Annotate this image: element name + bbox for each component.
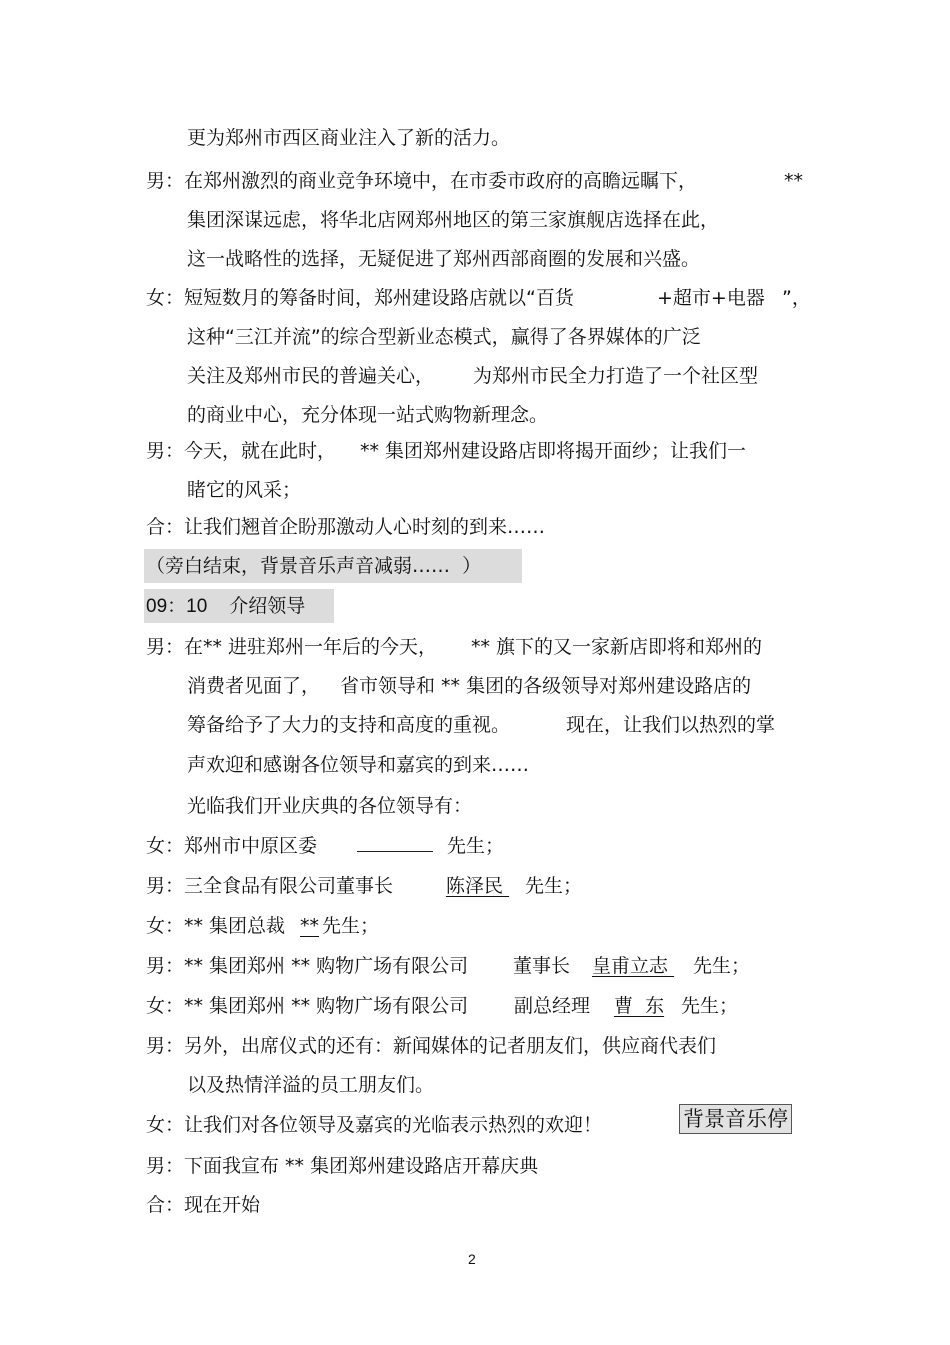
speaker-line-male bbox=[146, 168, 697, 194]
text-line bbox=[187, 793, 472, 819]
line-text: 董事长 bbox=[513, 955, 571, 977]
text-fragment bbox=[471, 634, 762, 660]
speaker-line-together bbox=[146, 1192, 260, 1218]
name-blank bbox=[357, 833, 433, 859]
text-fragment bbox=[782, 285, 811, 311]
text-fragment bbox=[693, 953, 750, 979]
text-line bbox=[187, 673, 320, 699]
guest-line bbox=[146, 873, 393, 899]
line-text: 先生； bbox=[693, 955, 751, 977]
line-text: 筹备给予了大力的支持和高度的重视。 bbox=[187, 714, 511, 736]
guest-title: ** 集团郑州 ** 购物广场有限公司 bbox=[184, 995, 469, 1017]
line-text: ”， bbox=[782, 287, 811, 309]
guest-role bbox=[514, 993, 590, 1019]
guest-line bbox=[146, 833, 317, 859]
speaker-line-male bbox=[146, 1033, 716, 1059]
speaker-label: 合： bbox=[146, 516, 185, 538]
speaker-line-male bbox=[146, 634, 437, 660]
text-line bbox=[187, 712, 510, 738]
line-text: 这种“三江并流”的综合型新业态模式，赢得了各界媒体的广泛 bbox=[187, 326, 701, 348]
line-text: 曹 东 bbox=[614, 995, 665, 1017]
speaker-line-female bbox=[146, 285, 574, 311]
speaker-line-male bbox=[146, 438, 336, 464]
speaker-label: 男： bbox=[146, 636, 185, 658]
speaker-label: 女： bbox=[146, 1114, 185, 1136]
guest-name bbox=[300, 913, 319, 939]
speaker-line-male bbox=[146, 1153, 538, 1179]
line-text: 今天，就在此时， bbox=[184, 440, 337, 462]
line-text: ** 旗下的又一家新店即将和郑州的 bbox=[471, 636, 763, 658]
speaker-label: 女： bbox=[146, 995, 185, 1017]
schedule-heading bbox=[144, 589, 334, 623]
line-text: 在** 进驻郑州一年后的今天， bbox=[184, 636, 438, 658]
speaker-line-together bbox=[146, 514, 545, 540]
line-text: 在郑州激烈的商业竞争环境中，在市委市政府的高瞻远瞩下， bbox=[184, 170, 698, 192]
line-text: 关注及郑州市民的普遍关心， bbox=[187, 365, 435, 387]
speaker-label: 男： bbox=[146, 1155, 185, 1177]
text-line bbox=[187, 752, 529, 778]
text-line bbox=[187, 125, 510, 151]
guest-title: 三全食品有限公司董事长 bbox=[184, 875, 394, 897]
line-text: 先生； bbox=[525, 875, 583, 897]
guest-name bbox=[592, 953, 674, 979]
line-text: 先生； bbox=[447, 835, 505, 857]
line-text: 皇甫立志 bbox=[592, 955, 675, 977]
line-text: 以及热情洋溢的员工朋友们。 bbox=[187, 1074, 435, 1096]
text-fragment bbox=[566, 712, 775, 738]
guest-title: 郑州市中原区委 bbox=[184, 835, 318, 857]
speaker-label: 女： bbox=[146, 287, 185, 309]
text-fragment bbox=[657, 285, 765, 311]
speaker-label: 男： bbox=[146, 440, 185, 462]
speaker-label: 女： bbox=[146, 835, 185, 857]
line-text: 让我们翘首企盼那激动人心时刻的到来…… bbox=[184, 516, 546, 538]
line-text: 让我们对各位领导及嘉宾的光临表示热烈的欢迎！ bbox=[184, 1114, 603, 1136]
line-text: （旁白结束，背景音乐声音减弱…… ） bbox=[146, 555, 482, 577]
line-text: 现在开始 bbox=[184, 1194, 261, 1216]
text-fragment bbox=[360, 438, 746, 464]
text-fragment bbox=[340, 673, 751, 699]
text-line bbox=[187, 402, 548, 428]
line-text: 的商业中心，充分体现一站式购物新理念。 bbox=[187, 404, 549, 426]
line-text: 更为郑州市西区商业注入了新的活力。 bbox=[187, 127, 511, 149]
line-text: 省市领导和 ** 集团的各级领导对郑州建设路店的 bbox=[340, 675, 752, 697]
line-text: 光临我们开业庆典的各位领导有： bbox=[187, 795, 473, 817]
schedule-time: 09：10 bbox=[146, 596, 208, 617]
guest-role bbox=[513, 953, 570, 979]
text-line bbox=[187, 207, 719, 233]
guest-line bbox=[146, 993, 468, 1019]
music-cue-box bbox=[679, 1105, 792, 1139]
speaker-label: 男： bbox=[146, 955, 185, 977]
speaker-label: 男： bbox=[146, 875, 185, 897]
text-line bbox=[187, 246, 700, 272]
blank-underline bbox=[357, 833, 433, 852]
text-fragment bbox=[322, 913, 379, 939]
line-text: 这一战略性的选择，无疑促进了郑州西部商圈的发展和兴盛。 bbox=[187, 248, 701, 270]
speaker-label: 女： bbox=[146, 915, 185, 937]
guest-title: ** 集团总裁 bbox=[184, 915, 286, 937]
line-text: 背景音乐停 bbox=[679, 1104, 792, 1134]
line-text: 陈泽民 bbox=[446, 875, 510, 897]
text-line bbox=[187, 363, 434, 389]
line-text: 先生； bbox=[322, 915, 380, 937]
text-fragment bbox=[525, 873, 582, 899]
text-line bbox=[187, 477, 301, 503]
text-fragment bbox=[681, 993, 738, 1019]
text-fragment bbox=[473, 363, 758, 389]
text-line bbox=[187, 1072, 434, 1098]
speaker-label: 男： bbox=[146, 1035, 185, 1057]
schedule-label: 介绍领导 bbox=[229, 595, 306, 617]
guest-line bbox=[146, 953, 468, 979]
text-line bbox=[187, 324, 701, 350]
line-text: 副总经理 bbox=[514, 995, 591, 1017]
line-text: 集团深谋远虑，将华北店网郑州地区的第三家旗舰店选择在此， bbox=[187, 209, 720, 231]
line-text: 睹它的风采； bbox=[187, 479, 302, 501]
line-text: 另外，出席仪式的还有：新闻媒体的记者朋友们，供应商代表们 bbox=[184, 1035, 717, 1057]
line-text: ** 集团郑州建设路店即将揭开面纱；让我们一 bbox=[360, 440, 747, 462]
line-text: 下面我宣布 ** 集团郑州建设路店开幕庆典 bbox=[184, 1155, 539, 1177]
line-text: 消费者见面了， bbox=[187, 675, 321, 697]
guest-name bbox=[614, 993, 664, 1019]
speaker-line-female bbox=[146, 1112, 602, 1138]
speaker-label: 男： bbox=[146, 170, 185, 192]
line-text: 先生； bbox=[681, 995, 739, 1017]
guest-line bbox=[146, 913, 285, 939]
line-text: 为郑州市民全力打造了一个社区型 bbox=[473, 365, 759, 387]
text-fragment bbox=[447, 833, 504, 859]
guest-name bbox=[446, 873, 509, 899]
line-text: 声欢迎和感谢各位领导和嘉宾的到来…… bbox=[187, 754, 530, 776]
line-text: 短短数月的筹备时间，郑州建设路店就以“百货 bbox=[184, 287, 574, 309]
line-text: ** bbox=[784, 170, 803, 192]
stars-placeholder bbox=[784, 168, 803, 194]
stage-direction bbox=[144, 549, 522, 583]
line-text: 现在，让我们以热烈的掌 bbox=[566, 714, 776, 736]
guest-title: ** 集团郑州 ** 购物广场有限公司 bbox=[184, 955, 469, 977]
line-text: ** bbox=[300, 915, 319, 937]
speaker-label: 合： bbox=[146, 1194, 185, 1216]
line-text: +超市+电器 bbox=[657, 287, 765, 309]
page-number: 2 bbox=[468, 1251, 476, 1267]
